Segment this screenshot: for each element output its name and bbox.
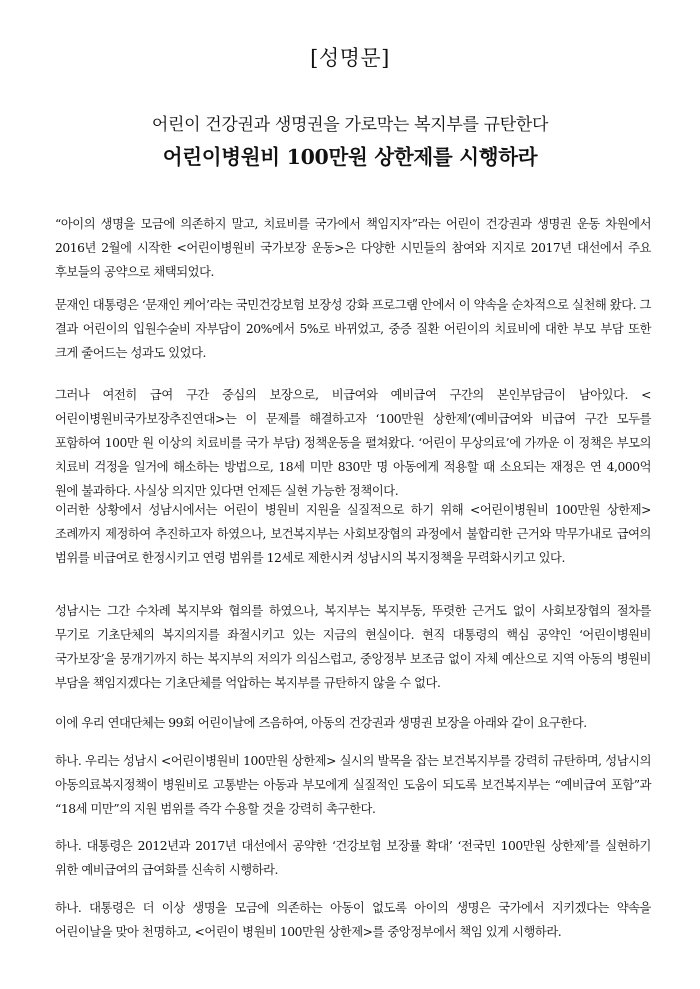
paragraph-demand-2: 하나. 대통령은 2012년과 2017년 대선에서 공약한 ‘건강보험 보장률 확대’ ‘전국민 100만원 상한제’를 실현하기 위한 예비급여의 급여화를 신속히 시행하라.	[55, 839, 651, 877]
document-title: 어린이병원비 100만원 상한제를 시행하라	[162, 145, 538, 169]
paragraph-ministry-criticism: 성남시는 그간 수차례 복지부와 협의를 하였으나, 복지부는 복지부동, 뚜렷한 근거도 없이 사회보장협의 절차를 무기로 기초단체의 복지의지를 좌절시키고 있는 지금의 현실이다. 현직 대통령의 핵심 공약인 ‘어린이병원비 국가보장’을 뭉개기까지 하는 복지부의 저의가 의심스럽고, 중앙정부 보조금 없이 자체 예산으로 지역 아동의 병원비 부담을 책임지겠다는 기초단체를 억압하는 복지부를 규탄하지 않을 수 없다.	[55, 604, 651, 690]
paragraph-moon-care: 문재인 대통령은 ‘문재인 케어’라는 국민건강보험 보장성 강화 프로그램 안에서 이 약속을 순차적으로 실천해 왔다. 그 결과 어린이의 입원수술비 자부담이 20%에서 5%로 바뀌었고, 중증 질환 어린이의 치료비에 대한 부모 부담 또한 크게 줄어드는 성과도 있었다.	[55, 298, 651, 360]
paragraph-demand-1: 하나. 우리는 성남시 <어린이병원비 100만원 상한제> 실시의 발목을 잡는 보건복지부를 강력히 규탄하며, 성남시의 아동의료복지정책이 병원비로 고통받는 아동과 부모에게 실질적인 도움이 되도록 보건복지부는 “예비급여 포함”과 “18세 미만”의 지원 범위를 즉각 수용할 것을 강력히 촉구한다.	[55, 754, 651, 816]
paragraph-intro: “아이의 생명을 모금에 의존하지 말고, 치료비를 국가에서 책임지자”라는 어린이 건강권과 생명권 운동 차원에서 2016년 2월에 시작한 <어린이병원비 국가보장 운동>은 다양한 시민들의 참여와 지지로 2017년 대선에서 주요 후보들의 공약으로 채택되었다.	[55, 217, 651, 279]
paragraph-demands-intro: 이에 우리 연대단체는 99회 어린이날에 즈음하여, 아동의 건강권과 생명권 보장을 아래와 같이 요구한다.	[55, 716, 587, 730]
document-subtitle: 어린이 건강권과 생명권을 가로막는 복지부를 규탄한다	[151, 115, 549, 135]
document-heading: [성명문]	[310, 46, 390, 70]
paragraph-cap-policy: 그러나 여전히 급여 구간 중심의 보장으로, 비급여와 예비급여 구간의 본인부담금이 남아있다. <어린이병원비국가보장추진연대>는 이 문제를 해결하고자 ‘100만원 상한제’(예비급여와 비급여 구간 모두를 포함하여 100만 원 이상의 치료비를 국가 부담) 정책운동을 펼쳐왔다. ‘어린이 무상의료’에 가까운 이 정책은 부모의 치료비 걱정을 일거에 해소하는 방법으로, 18세 미만 830만 명 아동에게 적용할 때 소요되는 재정은 연 4,000억 원에 불과하다. 사실상 의지만 있다면 언제든 실현 가능한 정책이다.	[55, 388, 651, 498]
paragraph-seongnam: 이러한 상황에서 성남시에서는 어린이 병원비 지원을 실질적으로 하기 위해 <어린이병원비 100만원 상한제> 조례까지 제정하여 추진하고자 하였으나, 보건복지부는 사회보장협의 과정에서 불합리한 근거와 막무가내로 급여의 범위를 비급여로 한정시키고 연령 범위를 12세로 제한시켜 성남시의 복지정책을 무력화시키고 있다.	[55, 503, 651, 565]
paragraph-demand-3: 하나. 대통령은 더 이상 생명을 모금에 의존하는 아동이 없도록 아이의 생명은 국가에서 지키겠다는 약속을 어린이날을 맞아 천명하고, <어린이 병원비 100만원 상한제>를 중앙정부에서 책임 있게 시행하라.	[55, 901, 651, 939]
